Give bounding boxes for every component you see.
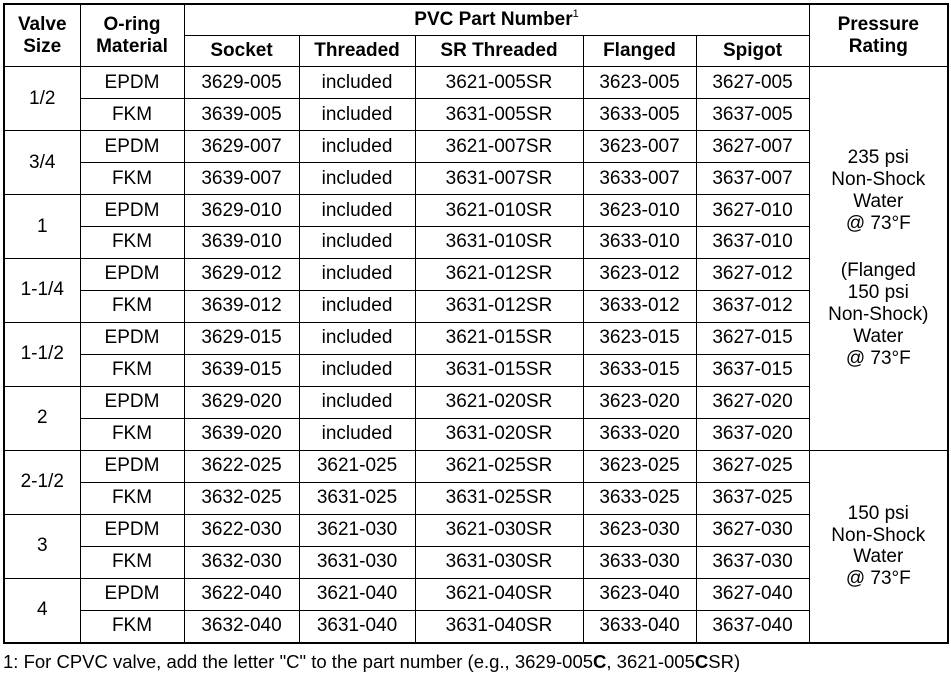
sr-threaded-part-cell: 3621-007SR [415, 130, 583, 162]
spigot-part-cell: 3627-030 [696, 514, 809, 546]
flanged-part-cell: 3623-007 [583, 130, 696, 162]
socket-part-cell: 3639-007 [184, 162, 299, 194]
material-cell: EPDM [80, 578, 184, 610]
socket-part-cell: 3629-015 [184, 322, 299, 354]
threaded-part-cell: included [299, 194, 415, 226]
table-row [4, 546, 948, 578]
material-cell: FKM [80, 546, 184, 578]
spigot-part-cell: 3627-015 [696, 322, 809, 354]
material-cell: EPDM [80, 514, 184, 546]
flanged-part-cell: 3623-015 [583, 322, 696, 354]
spigot-part-cell: 3637-012 [696, 290, 809, 322]
pressure-line: Non-Shock [831, 168, 926, 190]
table-row [4, 322, 948, 354]
socket-part-cell: 3639-010 [184, 226, 299, 258]
spigot-part-cell: 3637-030 [696, 546, 809, 578]
table-row [4, 162, 948, 194]
spigot-part-cell: 3637-005 [696, 98, 809, 130]
valve-size-cell: 1/2 [4, 67, 80, 131]
threaded-part-cell: included [299, 418, 415, 450]
flanged-part-cell: 3633-005 [583, 98, 696, 130]
spigot-part-cell: 3627-007 [696, 130, 809, 162]
socket-part-cell: 3629-010 [184, 194, 299, 226]
socket-part-cell: 3639-005 [184, 98, 299, 130]
valve-size-cell: 2 [4, 386, 80, 450]
socket-part-cell: 3632-040 [184, 610, 299, 643]
sr-threaded-part-cell: 3621-030SR [415, 514, 583, 546]
flanged-part-cell: 3633-025 [583, 482, 696, 514]
socket-part-cell: 3639-012 [184, 290, 299, 322]
sr-threaded-part-cell: 3621-040SR [415, 578, 583, 610]
flanged-part-cell: 3633-007 [583, 162, 696, 194]
threaded-part-cell: included [299, 162, 415, 194]
table-row [4, 194, 948, 226]
material-cell: FKM [80, 354, 184, 386]
footnote: 1: For CPVC valve, add the letter "C" to the part number (e.g., 3629-005C, 3621-005CSR) [3, 651, 741, 672]
flanged-part-cell: 3623-005 [583, 67, 696, 99]
spigot-part-cell: 3627-012 [696, 258, 809, 290]
flanged-part-cell: 3623-040 [583, 578, 696, 610]
material-cell: EPDM [80, 258, 184, 290]
socket-part-cell: 3622-040 [184, 578, 299, 610]
threaded-part-cell: 3621-030 [299, 514, 415, 546]
threaded-part-cell: 3621-040 [299, 578, 415, 610]
material-cell: EPDM [80, 67, 184, 99]
valve-size-cell: 1-1/2 [4, 322, 80, 386]
material-cell: EPDM [80, 322, 184, 354]
material-cell: FKM [80, 290, 184, 322]
sr-threaded-part-cell: 3631-010SR [415, 226, 583, 258]
table-row [4, 418, 948, 450]
flanged-part-cell: 3623-030 [583, 514, 696, 546]
socket-part-cell: 3632-025 [184, 482, 299, 514]
flanged-part-cell: 3633-040 [583, 610, 696, 643]
table-row [4, 386, 948, 418]
pressure-line: @ 73°F [845, 212, 911, 234]
material-cell: FKM [80, 418, 184, 450]
sr-threaded-part-cell: 3621-010SR [415, 194, 583, 226]
pressure-line: Non-Shock) [828, 304, 929, 326]
table-row [4, 610, 948, 643]
sr-threaded-part-cell: 3631-025SR [415, 482, 583, 514]
flanged-part-cell: 3623-010 [583, 194, 696, 226]
flanged-part-cell: 3623-012 [583, 258, 696, 290]
part-number-table [3, 3, 949, 644]
flanged-part-cell: 3633-030 [583, 546, 696, 578]
pressure-line: @ 73°F [845, 347, 911, 369]
threaded-part-cell: 3621-025 [299, 450, 415, 482]
header-flanged: Flanged [583, 36, 696, 67]
spigot-part-cell: 3637-015 [696, 354, 809, 386]
spigot-part-cell: 3637-010 [696, 226, 809, 258]
table-row [4, 258, 948, 290]
header-pvc-part-number: PVC Part Number$^1$ [184, 4, 809, 36]
valve-size-cell: 3/4 [4, 130, 80, 194]
socket-part-cell: 3629-005 [184, 67, 299, 99]
pressure-line: Water [853, 326, 904, 348]
material-cell: FKM [80, 98, 184, 130]
pressure-line: Non-Shock [831, 524, 926, 546]
threaded-part-cell: included [299, 226, 415, 258]
sr-threaded-part-cell: 3631-015SR [415, 354, 583, 386]
table-row [4, 354, 948, 386]
flanged-part-cell: 3633-012 [583, 290, 696, 322]
pressure-line: 150 psi [847, 502, 909, 524]
threaded-part-cell: included [299, 322, 415, 354]
footnote-marker: 1 [572, 8, 579, 21]
table-row [4, 226, 948, 258]
socket-part-cell: 3629-020 [184, 386, 299, 418]
pressure-rating-cell [809, 67, 948, 451]
threaded-part-cell: included [299, 130, 415, 162]
table-row [4, 67, 948, 99]
pressure-line: Water [853, 546, 904, 568]
sr-threaded-part-cell: 3631-007SR [415, 162, 583, 194]
spigot-part-cell: 3627-020 [696, 386, 809, 418]
spigot-part-cell: 3627-010 [696, 194, 809, 226]
socket-part-cell: 3622-025 [184, 450, 299, 482]
socket-part-cell: 3639-015 [184, 354, 299, 386]
spigot-part-cell: 3627-005 [696, 67, 809, 99]
threaded-part-cell: included [299, 98, 415, 130]
pressure-rating-cell [809, 450, 948, 643]
table-row [4, 514, 948, 546]
header-oring-material: O-ring Material [80, 4, 184, 67]
flanged-part-cell: 3633-010 [583, 226, 696, 258]
threaded-part-cell: included [299, 386, 415, 418]
spigot-part-cell: 3627-040 [696, 578, 809, 610]
pressure-line: 150 psi [847, 282, 909, 304]
sr-threaded-part-cell: 3621-012SR [415, 258, 583, 290]
valve-size-cell: 1-1/4 [4, 258, 80, 322]
valve-size-cell: 3 [4, 514, 80, 578]
pressure-line: @ 73°F [845, 568, 911, 590]
material-cell: FKM [80, 610, 184, 643]
threaded-part-cell: included [299, 67, 415, 99]
pressure-line: Water [853, 190, 904, 212]
socket-part-cell: 3629-012 [184, 258, 299, 290]
threaded-part-cell: 3631-040 [299, 610, 415, 643]
socket-part-cell: 3629-007 [184, 130, 299, 162]
flanged-part-cell: 3633-020 [583, 418, 696, 450]
socket-part-cell: 3639-020 [184, 418, 299, 450]
threaded-part-cell: 3631-025 [299, 482, 415, 514]
flanged-part-cell: 3623-020 [583, 386, 696, 418]
socket-part-cell: 3632-030 [184, 546, 299, 578]
table-row [4, 130, 948, 162]
sr-threaded-part-cell: 3621-015SR [415, 322, 583, 354]
header-valve-size: Valve Size [4, 4, 80, 67]
pressure-line: (Flanged [840, 260, 916, 282]
header-spigot: Spigot [696, 36, 809, 67]
sr-threaded-part-cell: 3621-025SR [415, 450, 583, 482]
sr-threaded-part-cell: 3631-012SR [415, 290, 583, 322]
spigot-part-cell: 3637-007 [696, 162, 809, 194]
material-cell: EPDM [80, 130, 184, 162]
header-socket: Socket [184, 36, 299, 67]
threaded-part-cell: included [299, 258, 415, 290]
material-cell: EPDM [80, 194, 184, 226]
valve-size-cell: 2-1/2 [4, 450, 80, 514]
header-threaded: Threaded [299, 36, 415, 67]
table-row [4, 450, 948, 482]
sr-threaded-part-cell: 3631-020SR [415, 418, 583, 450]
sr-threaded-part-cell: 3621-020SR [415, 386, 583, 418]
spigot-part-cell: 3627-025 [696, 450, 809, 482]
flanged-part-cell: 3633-015 [583, 354, 696, 386]
material-cell: EPDM [80, 386, 184, 418]
flanged-part-cell: 3623-025 [583, 450, 696, 482]
material-cell: FKM [80, 482, 184, 514]
spigot-part-cell: 3637-025 [696, 482, 809, 514]
sr-threaded-part-cell: 3631-005SR [415, 98, 583, 130]
threaded-part-cell: included [299, 290, 415, 322]
table-row [4, 482, 948, 514]
table-row [4, 98, 948, 130]
sr-threaded-part-cell: 3631-030SR [415, 546, 583, 578]
sr-threaded-part-cell: 3631-040SR [415, 610, 583, 643]
header-pressure-rating: Pressure Rating [809, 4, 948, 67]
pressure-line: 235 psi [847, 147, 909, 169]
threaded-part-cell: 3631-030 [299, 546, 415, 578]
valve-size-cell: 1 [4, 194, 80, 258]
material-cell: FKM [80, 162, 184, 194]
table-row [4, 290, 948, 322]
spigot-part-cell: 3637-040 [696, 610, 809, 643]
valve-size-cell: 4 [4, 578, 80, 643]
table-row [4, 578, 948, 610]
threaded-part-cell: included [299, 354, 415, 386]
sr-threaded-part-cell: 3621-005SR [415, 67, 583, 99]
spigot-part-cell: 3637-020 [696, 418, 809, 450]
header-sr-threaded: SR Threaded [415, 36, 583, 67]
material-cell: FKM [80, 226, 184, 258]
material-cell: EPDM [80, 450, 184, 482]
socket-part-cell: 3622-030 [184, 514, 299, 546]
